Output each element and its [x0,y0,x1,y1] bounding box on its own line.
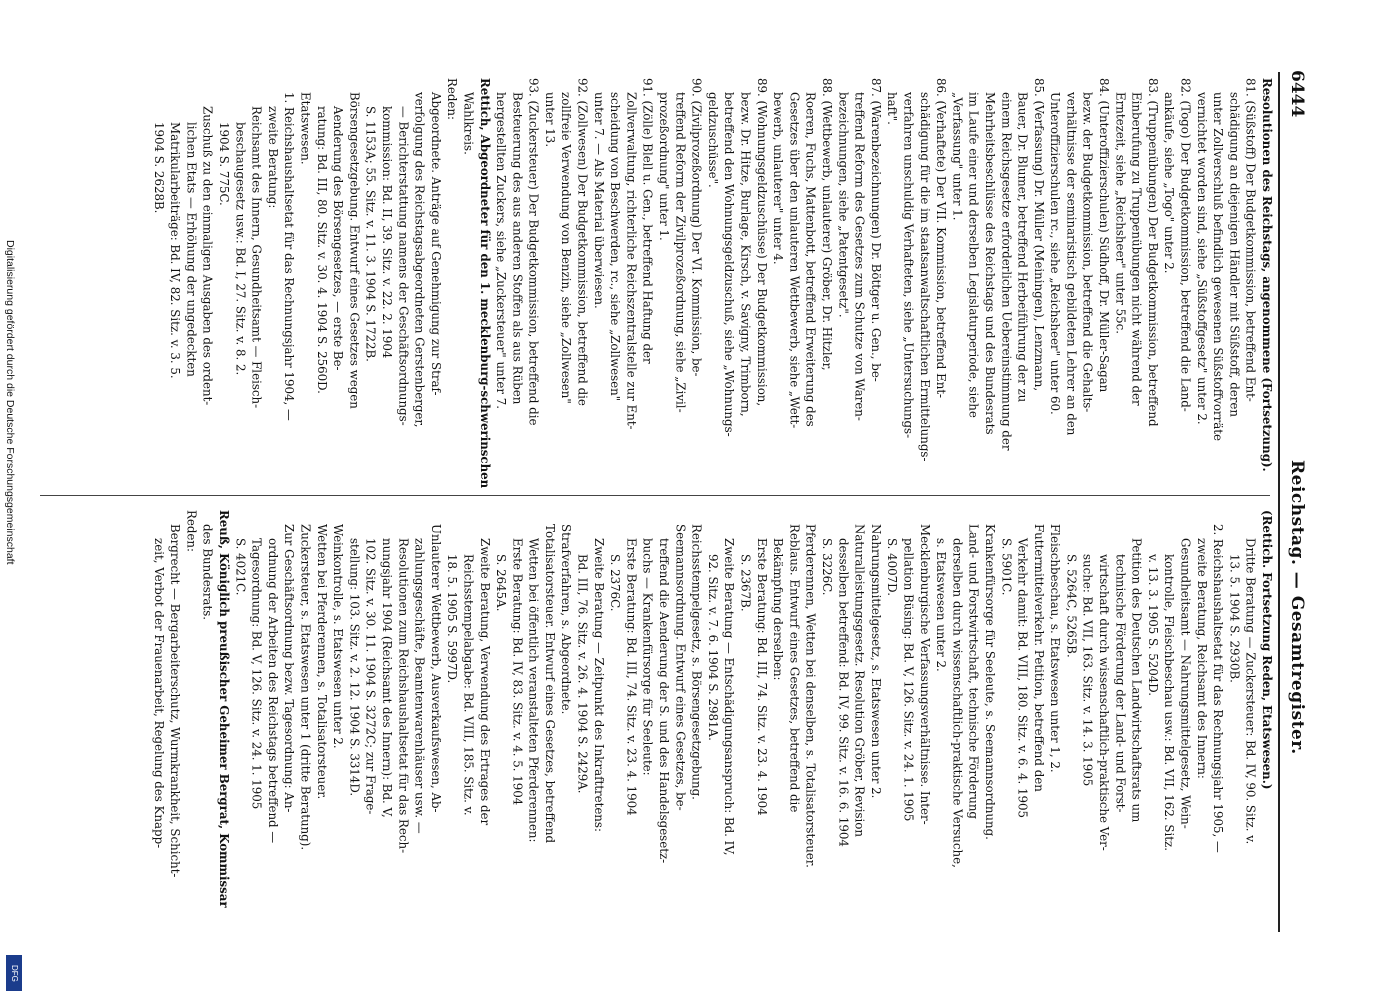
text-line: 1. Reichshaushaltsetat für das Rechnungsjahr 1904, — [282,92,297,421]
text-line: schädigung an diejenigen Händler mit Süßstoff, deren [1227,92,1242,417]
text-line: Wahlkreis. [461,92,476,155]
text-line: Reichsstempelgesetz, s. Börsengesetzgebung. [689,524,704,800]
text-line: ordnung der Arbeiten des Reichstags betreffend — [265,538,280,844]
text-line: Nahrungsmittelgesetz, s. Etatswesen unter 2. [868,524,883,799]
text-line: Land- und Forstwirtschaft, technische Förderung [966,524,981,819]
text-line: Petition des Deutschen Landwirtschaftsrats um [1129,538,1144,823]
text-line: Börsengesetzgebung. Entwurf eines Gesetzes wegen [347,92,362,409]
digitization-note: Digitalisierung gefördert durch die Deutsche Forschungsgemeinschaft [4,240,16,565]
text-line: Bauer, Dr. Blumer, betreffend Herbeiführung der zu [1015,92,1030,403]
text-line: nungsjahr 1904 (Reichsamt des Innern): Bd. V, [379,538,394,818]
text-line: verhältnisse der seminaristisch gebildeten Lehrer an den [1064,92,1079,436]
text-line: zeit, Verbot der Frauenarbeit, Regelung des Knapp- [151,538,166,849]
text-line: Zweite Beratung — Entschädigungsanspruch: Bd. IV, [722,538,737,856]
text-line: verfahren unschuldig Verhafteten, siehe „Untersuchungs- [901,92,916,439]
text-line: Aenderung des Börsengesetzes, — erste Be- [331,106,346,371]
text-line: Krankenfürsorge für Seeleute, s. Seemannsordnung. [982,524,997,840]
text-line: Gesundheitsamt — Nahrungsmittelgesetz, Wein- [1178,538,1193,829]
text-line: 84. (Unteroffizierschulen) Südhoff, Dr. Müller-Sagan [1097,78,1112,393]
text-line: scheidung von Beschwerden, rc., siehe „Zollwesen" [608,92,623,402]
text-line: S. 4007D. [885,538,900,596]
text-line: 92. Sitz. v. 7. 6. 1904 S. 2981A. [705,554,720,741]
text-line: Erste Beratung: Bd. III, 74. Sitz. v. 23. 4. 1904 [754,538,769,816]
text-line: kontrolle, Fleischbeschau usw.: Bd. VII, 162. Sitz. [1162,554,1177,851]
text-line: Tagesordnung: Bd. V, 126. Sitz. v. 24. 1. 1905 [249,538,264,810]
text-line: Weinkontrolle, s. Etatswesen unter 2. [331,524,346,749]
text-line: Besteuerung des aus anderen Stoffen als aus Rüben [510,92,525,405]
text-line: treffend Reform des Gesetzes zum Schutze von Waren- [852,92,867,421]
text-line: ankäufe, siehe „Togo" unter 2. [1162,92,1177,274]
text-line: wirtschaft durch wissenschaftlich-praktische Ver- [1097,554,1112,851]
right-column [40,510,1275,930]
text-line: S. 2645A. [494,554,509,612]
text-line: Strafverfahren, s. Abgeordnete. [559,524,574,715]
text-line: einem Reichsgesetze erforderlichen Uebereinstimmung der [999,92,1014,451]
text-line: 18. 5. 1905 S. 5997D. [445,554,460,684]
text-line: 93. (Zuckersteuer) Der Budgetkommission, betreffend die [526,78,541,426]
text-line: Roeren, Fuchs, Mattenbott, betreffend Erweiterung des [803,92,818,427]
left-column [151,78,1275,489]
text-line: suche: Bd. VII, 163. Sitz. v. 14. 3. 1905 [1080,554,1095,787]
text-line: 86. (Verhaftete) Der VII. Kommission, betreffend Ent- [934,78,949,399]
text-line: zweite Beratung, Reichsamt des Innern: [1194,538,1209,779]
text-line: derselben durch wissenschaftlich-praktische Versuche, [950,538,965,868]
text-line: Gesetzes über den unlauteren Wettbewerb, siehe „Wett- [787,92,802,429]
text-line: zahlungsgeschäfte, Beamtenwarenhäuser usw. — [412,538,427,834]
dfg-logo-text: DFG [10,964,19,982]
text-line: unter 7. — Als Material überwiesen. [591,92,606,309]
text-line: bewerb, unlauterer" unter 4. [771,92,786,265]
text-line: Mehrheitsbeschlüsse des Reichstags und des Bundesrats [982,92,997,435]
text-line: — Berichterstattung namens der Geschäftsordnungs- [396,106,411,426]
text-line: bezw. Dr. Hitze, Burlage, Kirsch, v. Savigny, Trimborn, [738,92,753,417]
text-line: Reden: [445,78,460,120]
text-line: 1904 S. 775C. [217,122,231,206]
text-line: Fleischbeschau, s. Etatswesen unter 1, 2. [1048,524,1063,773]
text-line: desselben betreffend: Bd. IV, 99. Sitz. v. 16. 6. 1904 [836,538,851,847]
text-line: technische Förderung der Land- und Forst- [1113,554,1128,813]
text-line: Pferderennen, Wetten bei denselben, s. Totalisatorsteuer. [803,524,818,868]
text-line: vernichtet worden sind, siehe „Süßstoffgesetz" unter 2. [1194,92,1209,425]
text-line: buchs — Krankenfürsorge für Seeleute: [640,538,655,776]
text-line: Dritte Beratung — Zuckersteuer: Bd. IV, 90. Sitz. v. [1243,538,1258,845]
text-line: S. 2367B. [738,554,753,612]
page-number: 6444 [1287,70,1307,118]
text-line: 90. (Zivilprozeßordnung) Der VI. Kommission, be- [689,78,704,377]
text-line: Bergrecht — Bergarbeiterschutz, Wurmkrankheit, Schicht- [168,524,183,878]
text-line: Futtermittelverkehr. Petition, betreffend den [1031,524,1046,792]
text-line: Bekämpfung derselben: [771,538,786,681]
text-line: Bd. III, 76. Sitz. v. 26. 4. 1904 S. 2429A. [575,554,590,794]
text-line: haft". [885,92,900,125]
text-line: 102. Sitz. v. 30. 11. 1904 S. 3272C; zur Frage- [363,538,378,815]
dfg-logo [6,955,22,991]
text-line: Erste Beratung: Bd. III, 74. Sitz. v. 23. 4. 1904 [624,538,639,816]
text-line: Reden: [184,510,199,552]
text-line: unter Zollverschluß befindlich gewesenen Süßstoffvorräte [1211,92,1226,441]
text-line: 82. (Togo) Der Budgetkommission, betreffend die Land- [1178,78,1193,412]
text-line: Erste Beratung: Bd. IV, 83. Sitz. v. 4. 5. 1904 [510,538,525,806]
text-line: bezeichnungen, siehe „Patentgesetz". [836,92,851,318]
text-line: geldzuschüsse". [705,92,720,188]
text-line: schädigung für die im staatsanwaltschaftlichen Ermittelungs- [917,92,932,462]
footer-note [4,0,20,1000]
text-line: Rettich, Abgeordneter für den 1. mecklenburg-schwerinschen [477,78,492,489]
text-line: Mecklenburgische Verfassungsverhältnisse. Inter- [917,524,932,825]
text-line: Wetten bei Pferderennen, s. Totalisatorsteuer. [314,524,329,800]
text-line: Resolutionen des Reichstags, angenommene (Fortsetzung). [1260,78,1274,472]
text-line: Naturalleistungsgesetz. Resolution Gröber, Revision [852,524,867,838]
text-line: zweite Beratung: [265,106,280,209]
text-line: stellung: 103. Sitz. v. 2. 12. 1904 S. 3314D. [347,538,362,797]
text-line: 1904 S. 2628B. [151,122,166,214]
text-line: 13. 5. 1904 S. 2930B. [1227,554,1242,683]
text-line: Reblaus. Entwurf eines Gesetzes, betreffend die [787,524,802,813]
text-line: S. 5264C, 5265B. [1064,554,1079,658]
text-line: Zur Geschäftsordnung bezw. Tagesordnung: An- [282,524,297,813]
text-line: Zollverwaltung, richterliche Reichszentralstelle zur Ent- [624,92,639,430]
text-line: (Rettich. Fortsetzung Reden, Etatswesen.) [1260,510,1274,790]
text-line: Wetten bei öffentlich veranstalteten Pferderennen: [526,538,541,843]
text-line: 88. (Wettbewerb, unlauterer) Gröber, Dr. Hitzler, [819,78,834,371]
text-line: Seemannsordnung. Entwurf eines Gesetzes, be- [673,524,688,811]
text-line: Zweite Beratung, Verwendung des Ertrages der [477,538,492,826]
text-line: Zuckersteuer, s. Etatswesen unter 1 (dritte Beratung). [298,524,313,851]
text-line: pellation Büsing: Bd. V, 126. Sitz. v. 24. 1. 1905 [901,538,916,822]
text-line: des Bundesrats. [200,524,215,621]
text-line: Reichsstempelabgabe: Bd. VIII, 185. Sitz. v. [461,554,476,816]
running-title: Reichstag. — Gesamtregister. [1287,460,1307,755]
text-line: prozeßordnung" unter 1. [657,92,672,241]
text-line: bezw. der Budgetkommission, betreffend die Gehalts- [1080,92,1095,413]
text-line: Resolutionen zum Reichshaushaltsetat für das Rech- [396,538,411,854]
header-rule [1278,72,1280,932]
text-line: 92. (Zollwesen) Der Budgetkommission, betreffend die [575,78,590,406]
text-line: unter 13. [542,92,557,148]
text-line: Zweite Beratung — Zeitpunkt des Inkrafttretens: [591,538,606,832]
text-line: Zuschuß zu den einmaligen Ausgaben des ordent- [200,106,215,406]
text-line: S. 3226C. [819,538,834,596]
text-line: S. 5901C. [999,538,1014,596]
column-divider [40,495,1270,496]
text-line: Totalisatorsteuer. Entwurf eines Gesetzes, betreffend [542,524,557,844]
text-line: Verkehr damit: Bd. VIII, 180. Sitz. v. 6. 4. 1905 [1015,538,1030,819]
text-line: S. 2376C. [608,554,623,612]
text-line: 91. (Zölle) Blell u. Gen., betreffend Haftung der [640,78,655,364]
text-line: Erntezeit, siehe „Reichsheer" unter 55c. [1113,92,1128,334]
text-line: lichen Etats — Erhöhung der ungedeckten [184,122,199,377]
text-line: v. 13. 3. 1905 S. 5204D. [1145,554,1160,697]
text-line: 87. (Warenbezeichnungen) Dr. Böttger u. Gen., be- [868,78,883,382]
text-line: 81. (Süßstoff) Der Budgetkommission, betreffend Ent- [1243,78,1258,402]
text-line: Einberufung zu Truppenübungen nicht während der [1129,92,1144,406]
text-line: Matrikularbeiträge: Bd. IV, 82. Sitz. v. 3. 5. [168,122,183,379]
text-line: treffend die Aenderung der S. und des Handelsgesetz- [657,538,672,864]
text-line: 2. Reichshaushaltsetat für das Rechnungsjahr 1905, — [1211,524,1226,853]
text-line: S. 4021C. [233,538,248,596]
text-line: „Verfassung" unter 1. [950,92,965,221]
text-line: Reichsamt des Innern, Gesundheitsamt — Fleisch- [249,106,264,409]
text-line: verfolgung des Reichstagsabgeordneten Gerstenberger, [412,92,427,428]
text-line: 89. (Wohnungsgeldzuschüsse) Der Budgetkommission, [754,78,769,407]
text-line: S. 1153A; 55. Sitz. v. 11. 3. 1904 S. 1722B. [363,106,378,362]
text-line: hergestellten Zuckers, siehe „Zuckersteuer" unter 7. [494,92,509,410]
text-line: Unlauterer Wettbewerb, Ausverkaufswesen, Ab- [428,524,443,813]
text-line: treffend Reform der Zivilprozeßordnung, siehe „Zivil- [673,92,688,413]
text-line: Abgeordnete. Anträge auf Genehmigung zur Straf- [428,92,443,396]
text-line: Unteroffizierschulen rc., siehe „Reichsheer" unter 60. [1048,92,1063,415]
text-line: ratung: Bd. III, 80. Sitz. v. 30. 4. 1904 S. 2560D. [314,106,329,394]
text-line: 83. (Truppenübungen) Der Budgetkommission, betreffend [1145,78,1160,427]
text-line: im Laufe einer und derselben Legislaturperiode, siehe [966,92,981,418]
text-line: beschaugesetz usw.: Bd. I, 27. Sitz. v. 8. 2. [233,122,248,376]
text-line: Reuß, Königlich preußischer Geheimer Bergrat, Kommissar [217,510,231,908]
text-line: Etatswesen. [298,92,313,165]
text-line: betreffend den Wohnungsgeldzuschuß, siehe „Wohnungs- [722,92,737,437]
text-line: zollfreie Verwendung von Benzin, siehe „Zollwesen" [559,92,574,404]
page-header [1283,70,1319,930]
text-line: s. Etatswesen unter 2. [934,538,949,672]
text-line: kommission: Bd. II, 39. Sitz. v. 22. 2. 1904 [379,106,394,359]
text-line: 85. (Verfassung) Dr. Müller (Meiningen), Lenzmann, [1031,78,1046,392]
